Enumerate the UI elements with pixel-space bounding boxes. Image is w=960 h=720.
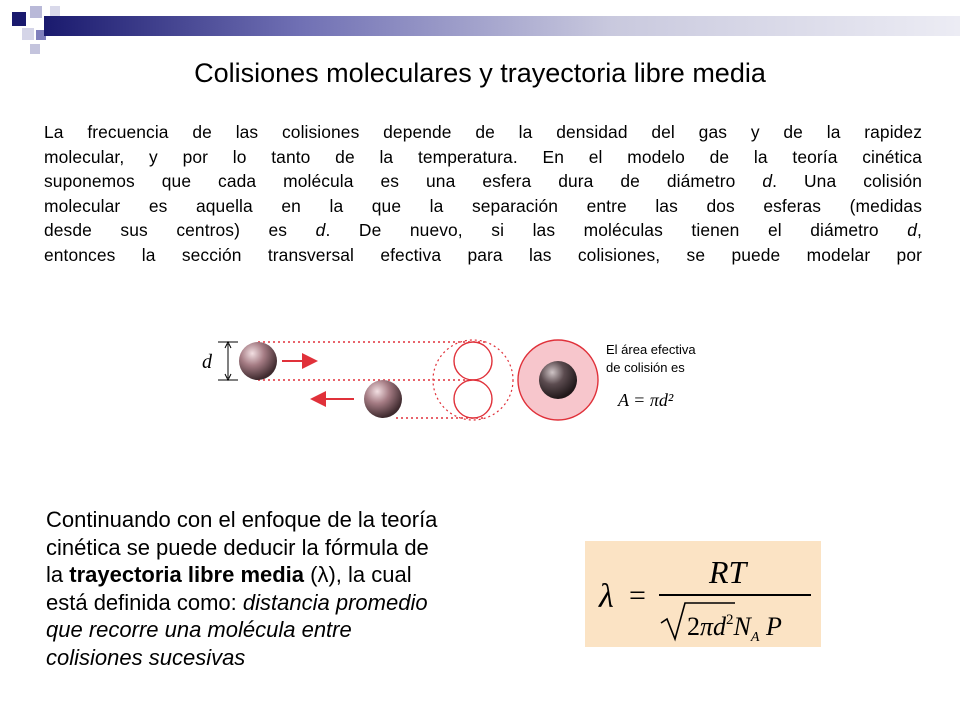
header-gradient-bar bbox=[44, 16, 960, 36]
figure-caption-line2: de colisión es bbox=[606, 360, 685, 375]
contact-circle-bottom bbox=[454, 380, 492, 418]
intro-italic-d: d bbox=[762, 171, 773, 192]
intro-line bbox=[44, 218, 922, 243]
continuation-text: está definida como: bbox=[46, 589, 243, 615]
continuation-line: Continuando con el enfoque de la teoría bbox=[46, 507, 438, 532]
definition-italic: que recorre una molécula entre bbox=[46, 617, 352, 642]
intro-text: . Una colisión bbox=[772, 171, 922, 192]
figure-caption-formula: A = πd² bbox=[618, 390, 674, 410]
intro-line bbox=[44, 169, 922, 194]
contact-circle-top bbox=[454, 342, 492, 380]
continuation-line: cinética se puede deducir la fórmula de bbox=[46, 534, 429, 560]
diameter-label: d bbox=[202, 351, 212, 373]
continuation-text: la bbox=[46, 562, 70, 587]
intro-text: , bbox=[917, 220, 922, 241]
intro-italic-d: d bbox=[907, 220, 918, 241]
corner-square-light bbox=[22, 28, 34, 40]
collision-figure bbox=[196, 328, 716, 438]
intro-line: molecular es aquella en la que la separación entre las dos esferas (medidas bbox=[44, 195, 922, 216]
collision-diagram bbox=[196, 328, 716, 438]
intro-line: La frecuencia de las colisiones depende de la densidad del gas y de la rapidez bbox=[44, 122, 922, 142]
intro-paragraph bbox=[44, 120, 922, 268]
corner-square-light bbox=[50, 6, 60, 16]
molecule-1 bbox=[239, 342, 277, 380]
intro-line: entonces la sección transversal efectiva para las colisiones, se puede modelar por bbox=[44, 244, 922, 265]
intro-text: desde sus centros) es bbox=[44, 220, 316, 241]
intro-line: molecular, y por lo tanto de la temperatura. En el modelo de la teoría cinética bbox=[44, 146, 922, 167]
continuation-line bbox=[46, 562, 412, 587]
formula-numerator: RT bbox=[709, 554, 747, 590]
definition-italic: colisiones sucesivas bbox=[46, 644, 246, 670]
formula-svg bbox=[585, 541, 821, 647]
figure-caption-line1: El área efectiva bbox=[606, 342, 696, 357]
definition-italic: distancia promedio bbox=[242, 589, 428, 615]
intro-text: . De nuevo, si las moléculas tienen el diámetro bbox=[325, 220, 908, 241]
formula-equals: = bbox=[629, 579, 646, 612]
continuation-paragraph bbox=[46, 506, 546, 671]
intro-italic-d: d bbox=[315, 220, 326, 241]
intro-text: suponemos que cada molécula es una esfera dura de diámetro bbox=[44, 171, 763, 192]
corner-square-light bbox=[30, 44, 40, 54]
formula-denominator: $2\pi d^2N_A$ P bbox=[687, 612, 782, 645]
slide-title: Colisiones moleculares y trayectoria libre media bbox=[194, 58, 766, 88]
molecule-center bbox=[539, 361, 577, 399]
formula-lambda: λ bbox=[599, 578, 614, 615]
term-bold: trayectoria libre media bbox=[69, 562, 305, 587]
molecule-2 bbox=[364, 380, 402, 418]
continuation-text: (λ), la cual bbox=[304, 562, 412, 587]
mean-free-path-formula bbox=[585, 541, 821, 647]
corner-square-dark bbox=[12, 12, 26, 26]
continuation-line bbox=[46, 590, 428, 615]
corner-square-light bbox=[30, 6, 42, 18]
